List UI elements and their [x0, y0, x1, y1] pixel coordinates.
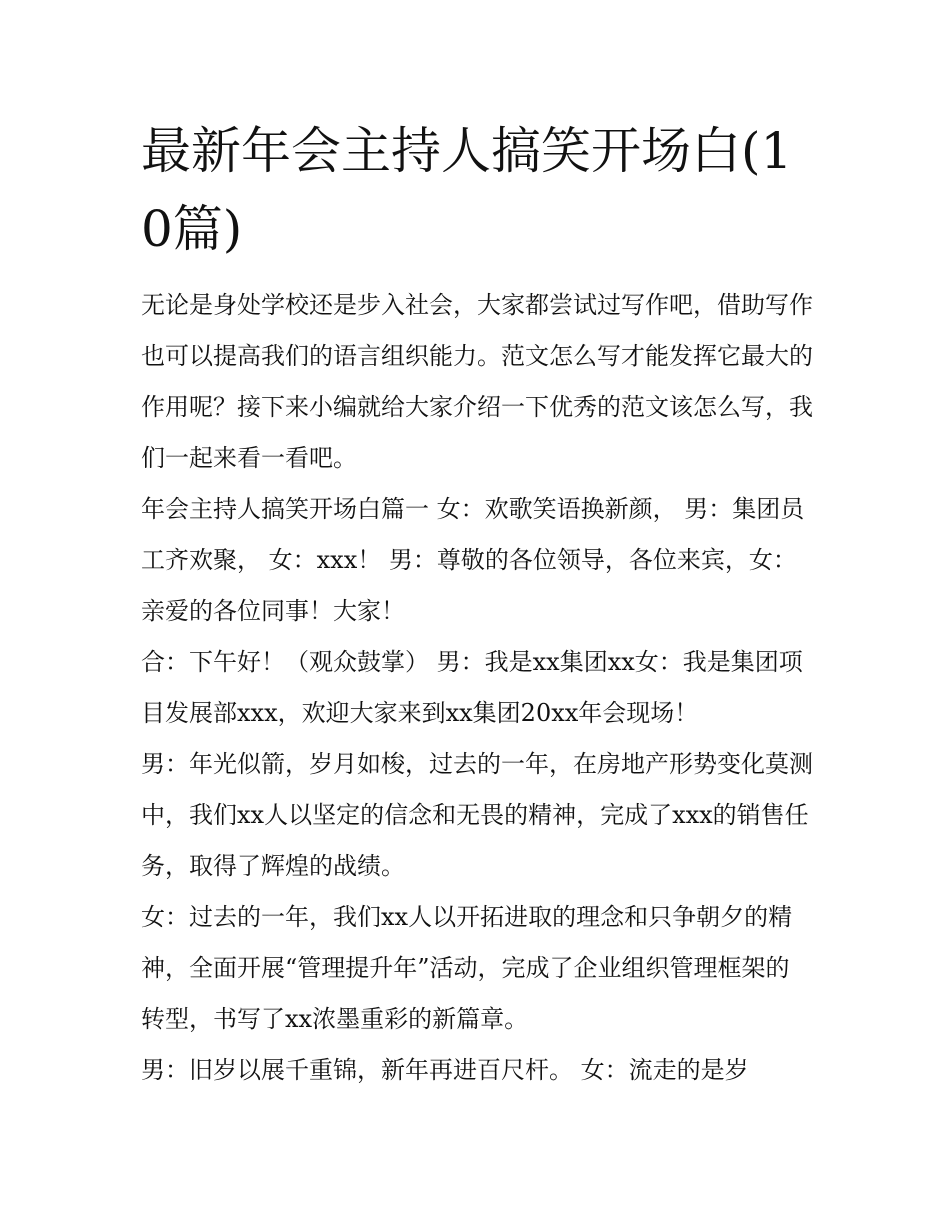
paragraph-5: 男：旧岁以展千重锦，新年再进百尺杆。 女：流走的是岁 — [141, 1056, 749, 1084]
paragraph-intro: 无论是身处学校还是步入社会，大家都尝试过写作吧，借助写作也可以提高我们的语言组织能力。范文怎么写才能发挥它最大的作用呢？接下来小编就给大家介绍一下优秀的范文该怎么写，我们一起来看一看吧。 — [141, 291, 813, 472]
document-page — [141, 112, 813, 1096]
paragraph-1: 年会主持人搞笑开场白篇一 女：欢歌笑语换新颜， 男：集团员工齐欢聚， 女：xxx！ 男：尊敬的各位领导，各位来宾，女：亲爱的各位同事！大家！ — [141, 495, 805, 625]
paragraph-4: 女：过去的一年，我们xx人以开拓进取的理念和只争朝夕的精神，全面开展“管理提升年”活动，完成了企业组织管理框架的转型，书写了xx浓墨重彩的新篇章。 — [141, 903, 793, 1033]
paragraph-3: 男：年光似箭，岁月如梭，过去的一年，在房地产形势变化莫测中，我们xx人以坚定的信念和无畏的精神，完成了xxx的销售任务，取得了辉煌的战绩。 — [141, 750, 813, 880]
document-title: 最新年会主持人搞笑开场白(10篇) — [141, 122, 793, 258]
paragraph-2: 合：下午好！（观众鼓掌） 男：我是xx集团xx女：我是集团项目发展部xxx，欢迎大家来到xx集团20xx年会现场！ — [141, 648, 803, 727]
